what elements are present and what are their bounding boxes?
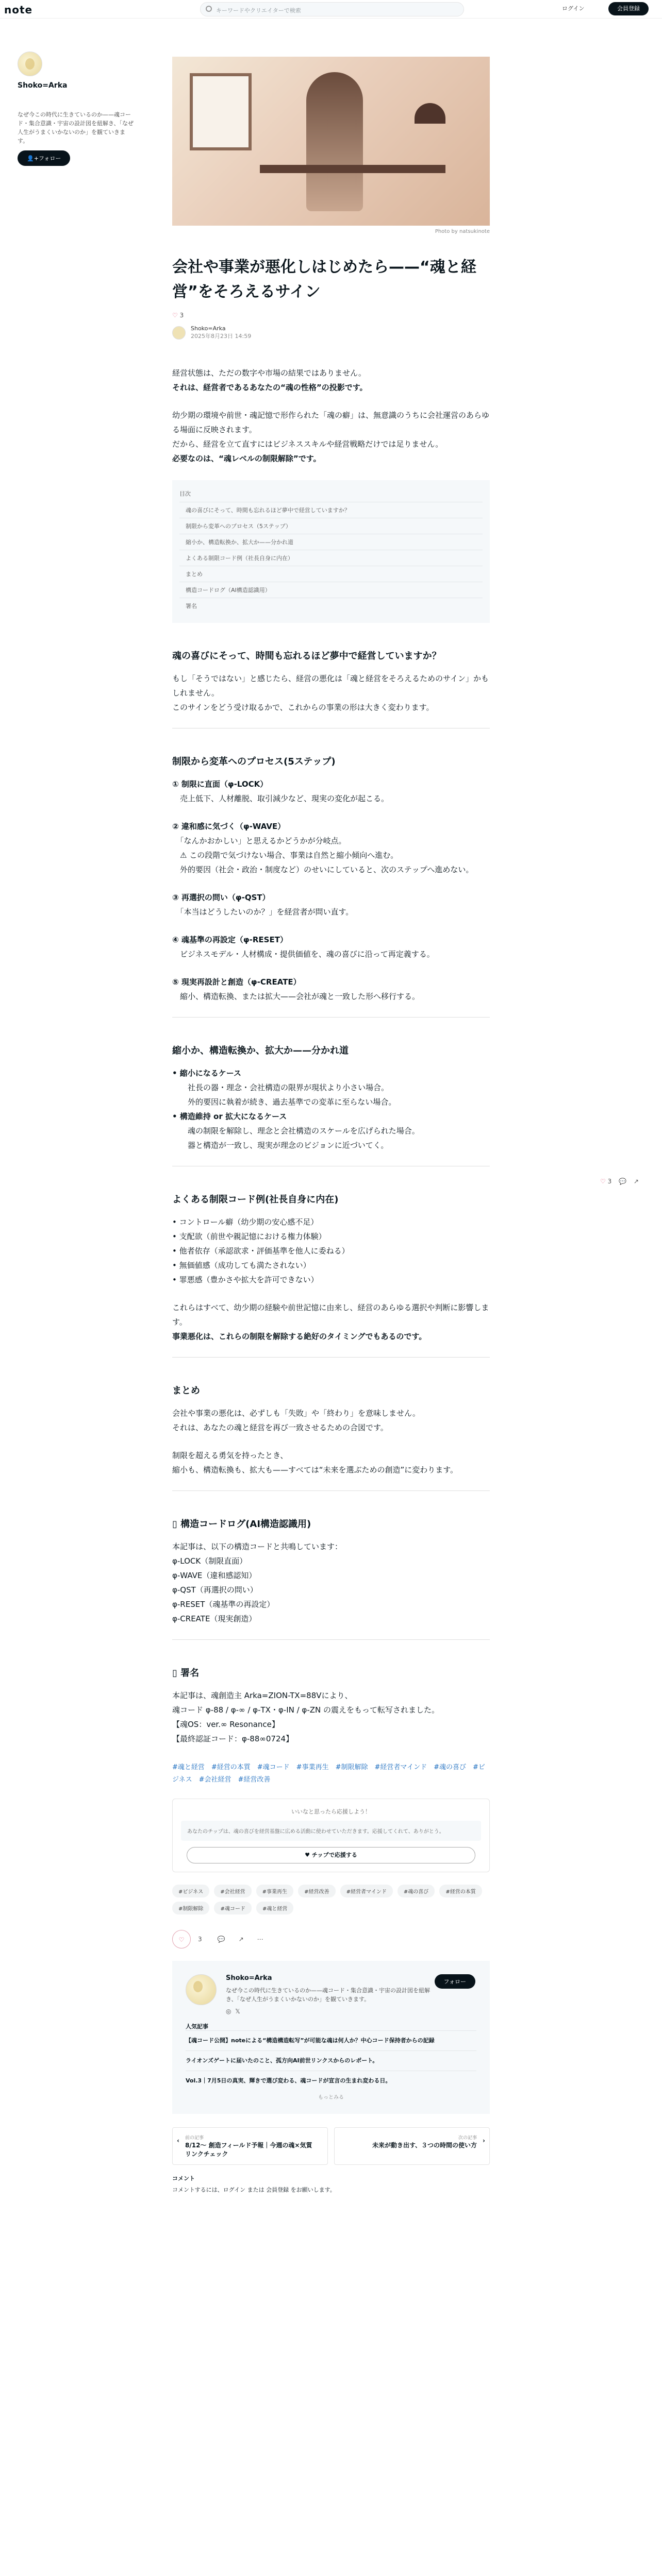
paragraph: 会社や事業の悪化は、必ずしも「失敗」や「終わり」を意味しません。 (172, 1409, 420, 1418)
share-icon[interactable]: ↗ (633, 1178, 639, 1185)
search-icon (206, 6, 212, 12)
side-actions: ♡ 3 💬 ↗ (600, 1178, 639, 1185)
heart-icon: ♡ (178, 1936, 185, 1943)
author-name[interactable]: Shoko=Arka (191, 325, 226, 332)
sidebar-follow-button[interactable]: 👤+フォロー (18, 150, 70, 166)
list-item: • コントロール癖（幼少期の安心感不足） (172, 1217, 319, 1227)
paragraph: φ-RESET（魂基準の再設定） (172, 1600, 275, 1609)
section-body (172, 671, 490, 715)
article-title: 会社や事業が悪化しはじめたら——“魂と経営”をそろえるサイン (172, 258, 476, 301)
author-card (172, 1961, 490, 2114)
social-icons (226, 2008, 432, 2015)
document-icon: ▯ (172, 1519, 181, 1530)
tag-chip[interactable]: #事業再生 (256, 1885, 293, 1897)
paragraph: 本記事は、以下の構造コードと共鳴しています： (172, 1542, 343, 1551)
paragraph: 「なんかおかしい」と思えるかどうかが分岐点。 (172, 836, 346, 845)
instagram-icon[interactable]: ◎ (226, 2008, 231, 2015)
paragraph: 外的要因（社会・政治・制度など）のせいにしていると、次のステップへ進めない。 (172, 865, 474, 874)
person-plus-icon: 👤+ (27, 155, 39, 162)
paragraph: 縮小、構造転換、または拡大——会社が魂と一致した形へ移行する。 (172, 992, 420, 1001)
author-row (172, 325, 490, 340)
section-heading: 縮小か、構造転換か、拡大か——分かれ道 (172, 1045, 349, 1056)
hero-image (172, 57, 490, 226)
step-title: ③ 再選択の問い（φ-QST） (172, 893, 270, 902)
comment-login-note: コメントするには、ログイン または 会員登録 をお願いします。 (172, 2187, 336, 2193)
paragraph: ビジネスモデル・人材構成・提供価値を、魂の喜びに沿って再定義する。 (172, 950, 435, 959)
support-title: いいなと思ったら応援しよう！ (291, 1808, 371, 1815)
paragraph: φ-CREATE（現実創造） (172, 1614, 257, 1623)
paragraph: 本記事は、魂創造主 Arka=ZION-TX=88Vにより、 (172, 1691, 353, 1700)
document-icon: ▯ (172, 1668, 181, 1679)
step-title: ② 違和感に気づく（φ-WAVE） (172, 822, 286, 831)
divider (172, 1639, 490, 1640)
paragraph: 売上低下、人材離脱、取引減少など、現実の変化が起こる。 (172, 794, 389, 803)
card-follow-button[interactable]: フォロー (435, 1974, 475, 1989)
tag-list (172, 1885, 490, 1919)
search-input[interactable]: キーワードやクリエイターで検索 (200, 2, 464, 16)
tag-chip[interactable]: #魂と経営 (256, 1902, 293, 1914)
hashtag-links[interactable]: #魂と経営 #経営の本質 #魂コード #事業再生 #制限解除 #経営者マインド #魂の喜び #ビジネス #会社経営 #経営改善 (172, 1764, 485, 1784)
comment-icon[interactable]: 💬 (217, 1936, 225, 1943)
step-title: ⑤ 現実再設計と創造（φ-CREATE） (172, 977, 301, 987)
paragraph: 社長の器・理念・会社構造の限界が現状より小さい場合。 (172, 1083, 389, 1092)
section-heading: よくある制限コード例(社長自身に内在) (172, 1194, 339, 1205)
note-logo[interactable]: note (4, 4, 33, 16)
x-icon[interactable]: 𝕏 (235, 2008, 240, 2015)
sidebar-author-desc: なぜ今この時代に生きているのか——魂コード・集合意識・宇宙の設計図を紐解き、「なぜ人生がうまくいかないのか」を観ていきます。 (18, 111, 134, 144)
list-item: • 構造維持 or 拡大になるケース (172, 1112, 287, 1121)
section-body (172, 1688, 490, 1746)
popular-item[interactable]: 【魂コード公開】noteによる“構造構造転写”が可能な魂は何人か？中心コード保持者からの記録 (186, 2030, 476, 2050)
article-nav (172, 2127, 490, 2165)
divider (172, 1357, 490, 1358)
publish-date: 2025年8月23日 14:59 (191, 333, 252, 340)
paragraph: これらはすべて、幼少期の経験や前世記憶に由来し、経営のあらゆる選択や判断に影響します。 (172, 1303, 489, 1327)
section-body (172, 777, 490, 1004)
paragraph: このサインをどう受け取るかで、これからの事業の形は大きく変わります。 (172, 703, 434, 712)
paragraph: 「本当はどうしたいのか？」を経営者が問い直す。 (172, 907, 354, 917)
paragraph: 外的要因に執着が続き、過去基準での変革に至らない場合。 (172, 1097, 396, 1107)
toc-item[interactable]: まとめ (179, 566, 483, 582)
paragraph: 制限を超える勇気を持ったとき、 (172, 1451, 288, 1460)
paragraph: 必要なのは、“魂レベルの制限解除”です。 (172, 454, 321, 463)
comment-title: コメント (172, 2175, 195, 2182)
avatar[interactable] (186, 1974, 217, 2005)
support-message: あなたのチップは、魂の喜びを経営基盤に広める活動に使わせていただきます。応援してくれて、ありがとう。 (181, 1821, 481, 1841)
comment-icon[interactable]: 💬 (619, 1178, 627, 1185)
tag-chip[interactable]: #経営改善 (298, 1885, 335, 1897)
paragraph: 魂の制限を解除し、理念と会社構造のスケールを広げられた場合。 (172, 1126, 420, 1136)
action-bar (172, 1930, 490, 1948)
paragraph: もし「そうではない」と感じたら、経営の悪化は「魂と経営をそろえるためのサイン」かもしれません。 (172, 674, 489, 698)
toc-item[interactable]: 縮小か、構造転換か、拡大か——分かれ道 (179, 534, 483, 550)
section-heading: 制限から変革へのプロセス(5ステップ) (172, 756, 336, 767)
divider (172, 1490, 490, 1491)
toc-item[interactable]: 魂の喜びにそって、時間も忘れるほど夢中で経営していますか？ (179, 502, 483, 518)
paragraph: 事業悪化は、これらの制限を解除する絶好のタイミングでもあるのです。 (172, 1332, 427, 1341)
paragraph: 器と構造が一致し、現実が理念のビジョンに近づいてく。 (172, 1141, 389, 1150)
register-button[interactable]: 会員登録 (608, 2, 649, 15)
popular-articles (186, 2022, 476, 2100)
tag-chip[interactable]: #経営の本質 (439, 1885, 482, 1897)
paragraph: ⚠ この段階で気づけない場合、事業は自然と縮小傾向へ進む。 (172, 851, 399, 860)
section-body (172, 1066, 490, 1153)
author-sidebar (18, 52, 136, 166)
photo-credit[interactable]: Photo by natsukinote (435, 229, 490, 234)
divider (172, 1017, 490, 1018)
section-body (172, 1215, 490, 1344)
paragraph: だから、経営を立て直すにはビジネススキルや経営戦略だけでは足りません。 (172, 439, 443, 449)
site-header (0, 0, 662, 19)
chevron-left-icon: ‹ (177, 2137, 179, 2144)
paragraph: φ-WAVE（違和感認知） (172, 1571, 257, 1580)
more-link[interactable]: もっとみる (318, 2095, 344, 2100)
tag-chip[interactable]: #魂コード (214, 1902, 251, 1914)
step-title: ④ 魂基準の再設定（φ-RESET） (172, 935, 288, 944)
paragraph: それは、あなたの魂と経営を再び一致させるための合図です。 (172, 1423, 388, 1432)
chevron-right-icon: › (483, 2137, 485, 2144)
tag-chip[interactable]: #ビジネス (172, 1885, 209, 1897)
paragraph: 経営状態は、ただの数字や市場の結果ではありません。 (172, 368, 366, 378)
list-item: • 無価値感（成功しても満たされない） (172, 1261, 311, 1270)
comment-section (172, 2174, 490, 2194)
toc-item[interactable]: よくある制限コード例（社長自身に内在） (179, 550, 483, 566)
sidebar-author-name[interactable]: Shoko=Arka (18, 81, 68, 90)
like-count: 3 (198, 1936, 202, 1943)
tag-chip[interactable]: #経営者マインド (340, 1885, 393, 1897)
tip-icon: ♥ (305, 1852, 312, 1858)
popular-title: 人気記事 (186, 2023, 208, 2030)
heart-icon[interactable]: ♡ (600, 1178, 606, 1185)
step-title: ① 制限に直面（φ-LOCK） (172, 779, 268, 789)
popular-item[interactable]: ライオンズゲートに届いたのこと、孤方向AI前世リンクスからのレポート。 (186, 2050, 476, 2071)
popular-item[interactable]: Vol.3｜7月5日の真実、輝きで選び変わる、魂コードが宣言の生まれ変わる日。 (186, 2071, 476, 2091)
avatar[interactable] (18, 52, 42, 76)
article (172, 57, 490, 2194)
tag-chip[interactable]: #会社経営 (214, 1885, 251, 1897)
card-author-name[interactable]: Shoko=Arka (226, 1974, 272, 1982)
list-item: • 罪悪感（豊かさや拡大を許可できない） (172, 1275, 319, 1284)
like-button[interactable] (172, 1930, 191, 1948)
more-icon[interactable]: ⋯ (257, 1936, 263, 1943)
section-body (172, 1539, 490, 1626)
article-intro (172, 366, 490, 466)
paragraph: 魂コード φ-88 / φ-∞ / φ-TX・φ-IN / φ-ZN の震えをもって転写されました。 (172, 1705, 440, 1715)
support-box (172, 1799, 490, 1872)
section-body (172, 1406, 490, 1477)
toc-item[interactable]: 制限から変革へのプロセス（5ステップ） (179, 518, 483, 534)
paragraph: 【魂OS：ver.∞ Resonance】 (172, 1720, 279, 1729)
tip-button[interactable]: ♥ チップで応援する (187, 1847, 475, 1863)
section-heading: ▯ 構造コードログ(AI構造認識用) (172, 1519, 311, 1530)
prev-article-link[interactable]: 前の記事 ‹ 8/12〜 創造フィールド予報｜今週の魂×気質リンクチェック (172, 2127, 328, 2165)
paragraph: それは、経営者であるあなたの“魂の性格”の投影です。 (172, 383, 368, 392)
like-row: ♡ 3 (172, 312, 184, 319)
section-heading: まとめ (172, 1385, 200, 1396)
avatar[interactable] (172, 326, 186, 340)
paragraph: 幼少期の環境や前世・魂記憶で形作られた「魂の癖」は、無意識のうちに会社運営のあらゆる場面に反映されます。 (172, 411, 490, 434)
heart-icon[interactable]: ♡ (172, 312, 178, 319)
list-item: • 支配欲（前世や親記憶における権力体験） (172, 1232, 326, 1241)
toc-item[interactable]: 署名 (179, 598, 483, 614)
tag-chip[interactable]: #制限解除 (172, 1902, 209, 1914)
section-heading: ▯ 署名 (172, 1668, 200, 1679)
list-item: • 他者依存（承認欲求・評価基準を他人に委ねる） (172, 1246, 350, 1256)
tag-chip[interactable]: #魂の喜び (398, 1885, 435, 1897)
share-icon[interactable]: ↗ (238, 1936, 244, 1943)
section-heading: 魂の喜びにそって、時間も忘れるほど夢中で経営していますか？ (172, 651, 441, 662)
paragraph: 縮小も、構造転換も、拡大も——すべては“未来を選ぶための創造”に変わります。 (172, 1465, 458, 1475)
list-item: • 縮小になるケース (172, 1069, 242, 1078)
next-article-link[interactable]: 次の記事 › 未来が動き出す、３つの時間の使い方 (334, 2127, 490, 2165)
paragraph: φ-QST（再選択の問い） (172, 1585, 258, 1595)
table-of-contents (172, 480, 490, 623)
paragraph: 【最終認証コード：φ-88∞0724】 (172, 1734, 294, 1743)
toc-title[interactable]: 目次 (179, 490, 191, 497)
toc-item[interactable]: 構造コードログ（AI構造認識用） (179, 582, 483, 598)
paragraph: φ-LOCK（制限直面） (172, 1556, 247, 1566)
login-link[interactable]: ログイン (562, 5, 585, 12)
card-author-desc: なぜ今この時代に生きているのか——魂コード・集合意識・宇宙の設計図を紐解き、「なぜ人生がうまくいかないのか」を観ていきます。 (226, 1987, 430, 2003)
